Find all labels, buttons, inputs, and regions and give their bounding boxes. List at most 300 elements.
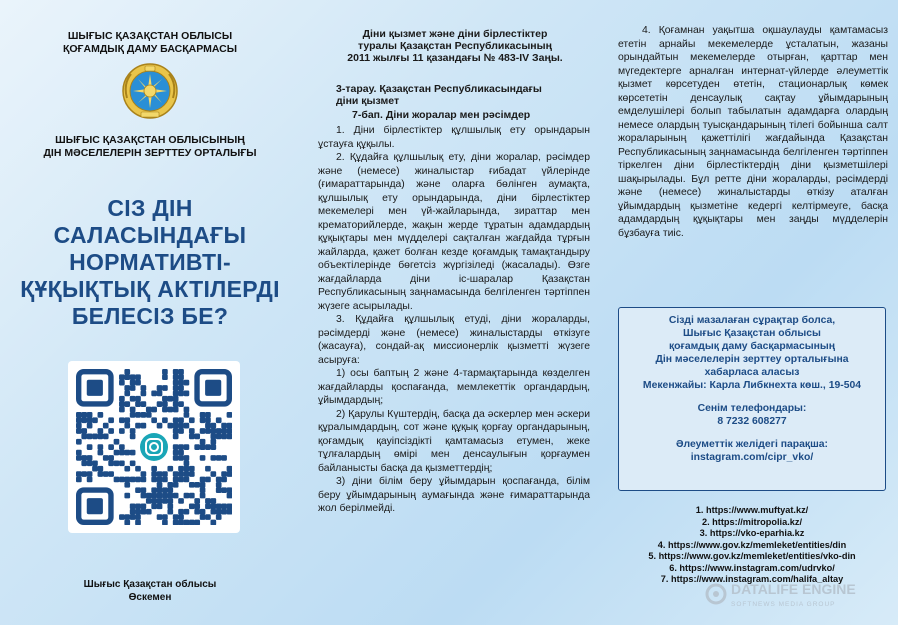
- qr-finder-center: [87, 498, 103, 514]
- qr-module: [178, 444, 184, 450]
- qr-module: [119, 450, 125, 456]
- brochure-title-line: ҚҰҚЫҚТЫҚ АКТІЛЕРДІ: [20, 276, 280, 302]
- qr-module: [184, 493, 190, 499]
- qr-module: [124, 385, 130, 391]
- qr-module: [135, 380, 141, 386]
- article-paragraph: 4. Қоғамнан уақытша оқшаулауды қамтамасыз ететін арнайы мекемелерде ұсталатын, жазаны орындайтын мекемелерде отырған, қарттар мен мүгедектерге арналған интернат-үйлерде әлеуметтік қызмет көрсетуден өтетін, стационарлық көмек көрсететін денсаулық сақтау ұйымдарының емделушілері болып табылатын адамдарға олардың немесе олардың туысқандарының тілегі бойынша салт жораларының қажеттілігі жағдайында Қазақстан Республикасының заңнамасында белгіленген тәртіппен тіркелген діни бірлестіктердің діни қызметшілері шақырылады. Бұл ретте діни жораларды, рәсімдерді және (немесе) жиналыстарды өткізу аталған ұйымдардың қызметіне кедергі келтірмеуге, басқа адамдардың құқықтары мен заңды мүдделерін бұзбауға тиіс.: [618, 25, 888, 239]
- social-label: Әлеуметтік желідегі парақша:: [675, 439, 829, 450]
- qr-module: [157, 385, 163, 391]
- qr-module: [162, 374, 168, 380]
- qr-module: [178, 374, 184, 380]
- qr-module: [135, 374, 141, 380]
- qr-module: [178, 477, 184, 483]
- qr-module: [178, 417, 184, 423]
- qr-module: [124, 520, 130, 525]
- law-title-line: туралы Қазақстан Республикасының: [358, 40, 552, 52]
- qr-module: [124, 391, 130, 397]
- qr-module: [210, 509, 216, 515]
- chapter-heading-line: діни қызмет: [336, 95, 400, 107]
- qr-module: [167, 407, 173, 413]
- link-item[interactable]: 6. https://www.instagram.com/udrvko/: [669, 562, 835, 573]
- qr-module: [167, 423, 173, 429]
- qr-module: [130, 412, 136, 418]
- qr-module: [173, 428, 179, 434]
- qr-module: [98, 444, 104, 450]
- qr-module: [210, 423, 216, 429]
- qr-module: [162, 401, 168, 407]
- qr-module: [194, 444, 200, 450]
- qr-module: [210, 444, 216, 450]
- qr-module: [200, 417, 206, 423]
- brochure-title-line: СІЗ ДІН: [107, 195, 193, 221]
- qr-module: [151, 498, 157, 504]
- qr-module: [124, 482, 130, 488]
- qr-module: [173, 482, 179, 488]
- qr-module: [167, 482, 173, 488]
- qr-module: [189, 428, 195, 434]
- contact-line: Сізді мазалаған сұрақтар болса,: [668, 315, 836, 326]
- qr-module: [87, 460, 93, 466]
- qr-module: [141, 471, 147, 477]
- qr-module: [157, 482, 163, 488]
- qr-module: [87, 412, 93, 418]
- qr-module: [103, 423, 109, 429]
- qr-module: [194, 482, 200, 488]
- qr-module: [130, 396, 136, 402]
- qr-module: [141, 509, 147, 515]
- qr-module: [103, 455, 109, 461]
- qr-module: [205, 412, 211, 418]
- qr-module: [135, 477, 141, 483]
- article-paragraph: 1. Діни бірлестіктер құлшылық ету орындарын ұстауға құқылы.: [318, 125, 590, 150]
- qr-module: [216, 482, 222, 488]
- qr-module: [178, 401, 184, 407]
- qr-module: [178, 391, 184, 397]
- qr-module: [200, 487, 206, 493]
- qr-module: [135, 412, 141, 418]
- qr-module: [216, 477, 222, 483]
- qr-module: [173, 391, 179, 397]
- qr-module: [151, 471, 157, 477]
- qr-module: [108, 428, 114, 434]
- qr-module: [184, 460, 190, 466]
- law-title-line: Діни қызмет және діни бірлестіктер: [362, 28, 548, 40]
- link-item[interactable]: 3. https://vko-eparhia.kz: [699, 528, 805, 538]
- location-footer: [0, 578, 300, 604]
- qr-module: [205, 498, 211, 504]
- qr-module: [227, 471, 232, 477]
- qr-module: [81, 417, 87, 423]
- qr-module: [216, 487, 222, 493]
- qr-module: [108, 417, 114, 423]
- qr-module: [167, 493, 173, 499]
- brochure-title-line: БЕЛЕСІЗ БЕ?: [71, 303, 229, 329]
- qr-module: [119, 514, 125, 520]
- qr-module: [87, 434, 93, 440]
- qr-module: [227, 466, 232, 472]
- qr-module: [200, 412, 206, 418]
- left-panel: [0, 0, 300, 625]
- qr-module: [141, 477, 147, 483]
- qr-module: [146, 412, 152, 418]
- contact-line: Дін мәселелерін зерттеу орталығына: [655, 354, 849, 365]
- qr-module: [200, 509, 206, 515]
- qr-module: [87, 423, 93, 429]
- qr-module: [157, 503, 163, 509]
- qr-module: [92, 417, 98, 423]
- qr-module: [184, 520, 190, 525]
- qr-module: [130, 450, 136, 456]
- article-heading: 7-бап. Діни жоралар мен рәсімдер: [352, 109, 531, 121]
- qr-module: [205, 417, 211, 423]
- qr-module: [141, 487, 147, 493]
- qr-module: [124, 477, 130, 483]
- qr-module: [151, 407, 157, 413]
- qr-module: [162, 417, 168, 423]
- qr-module: [173, 423, 179, 429]
- qr-module: [178, 428, 184, 434]
- qr-module: [184, 471, 190, 477]
- qr-module: [108, 471, 114, 477]
- department-header-line: ШЫҒЫС ҚАЗАҚСТАН ОБЛЫСЫ: [67, 30, 233, 42]
- qr-module: [146, 407, 152, 413]
- brochure-title-line: НОРМАТИВТІ-: [69, 249, 231, 275]
- qr-module: [146, 493, 152, 499]
- qr-module: [98, 466, 104, 472]
- qr-module: [162, 498, 168, 504]
- qr-module: [103, 434, 109, 440]
- brochure-title-line: САЛАСЫНДАҒЫ: [53, 222, 247, 248]
- qr-module: [130, 514, 136, 520]
- qr-module: [221, 471, 227, 477]
- qr-module: [151, 477, 157, 483]
- qr-module: [87, 417, 93, 423]
- qr-module: [194, 498, 200, 504]
- qr-module: [189, 493, 195, 499]
- qr-module: [189, 466, 195, 472]
- qr-module: [227, 509, 232, 515]
- qr-module: [76, 471, 82, 477]
- contact-line: қоғамдық даму басқармасының: [668, 341, 836, 352]
- qr-module: [194, 434, 200, 440]
- qr-module: [205, 428, 211, 434]
- qr-module: [178, 471, 184, 477]
- qr-module: [119, 380, 125, 386]
- qr-module: [200, 439, 206, 445]
- qr-module: [130, 407, 136, 413]
- qr-module: [119, 477, 125, 483]
- qr-module: [173, 401, 179, 407]
- qr-module: [178, 385, 184, 391]
- qr-module: [173, 477, 179, 483]
- qr-module: [227, 503, 232, 509]
- qr-module: [157, 477, 163, 483]
- qr-module: [221, 503, 227, 509]
- qr-module: [124, 417, 130, 423]
- qr-module: [76, 412, 82, 418]
- qr-module: [227, 434, 232, 440]
- qr-module: [216, 455, 222, 461]
- phone-number[interactable]: 8 7232 608277: [717, 416, 787, 427]
- qr-module: [189, 471, 195, 477]
- qr-module: [221, 509, 227, 515]
- qr-module: [87, 444, 93, 450]
- qr-module: [151, 417, 157, 423]
- qr-module: [76, 477, 82, 483]
- qr-module: [221, 428, 227, 434]
- qr-module: [210, 434, 216, 440]
- qr-module: [167, 487, 173, 493]
- qr-module: [184, 423, 190, 429]
- qr-module: [146, 509, 152, 515]
- qr-module: [178, 455, 184, 461]
- qr-module: [184, 380, 190, 386]
- qr-module: [167, 509, 173, 515]
- qr-module: [227, 487, 232, 493]
- qr-module: [210, 455, 216, 461]
- qr-module: [189, 482, 195, 488]
- qr-code-graphic: [76, 369, 232, 525]
- qr-module: [81, 434, 87, 440]
- qr-module: [173, 380, 179, 386]
- qr-module: [216, 503, 222, 509]
- qr-module: [157, 471, 163, 477]
- qr-module: [162, 471, 168, 477]
- qr-module: [216, 434, 222, 440]
- qr-module: [157, 487, 163, 493]
- qr-module: [194, 503, 200, 509]
- qr-module: [173, 455, 179, 461]
- research-center-line: ШЫҒЫС ҚАЗАҚСТАН ОБЛЫСЫНЫҢ: [55, 134, 245, 146]
- qr-module: [189, 434, 195, 440]
- qr-module: [227, 423, 232, 429]
- qr-module: [227, 493, 232, 499]
- qr-module: [162, 514, 168, 520]
- qr-module: [227, 412, 232, 418]
- phone-label: Сенім телефондары:: [697, 403, 807, 414]
- watermark-brand: DATALIFE ENGINE: [731, 581, 856, 597]
- qr-module: [210, 503, 216, 509]
- location-line: Шығыс Қазақстан облысы: [83, 579, 217, 590]
- qr-module: [189, 503, 195, 509]
- chapter-heading-line: 3-тарау. Қазақстан Республикасындағы: [336, 83, 542, 95]
- qr-module: [216, 417, 222, 423]
- qr-module: [135, 514, 141, 520]
- qr-module: [114, 477, 120, 483]
- qr-module: [87, 477, 93, 483]
- qr-module: [205, 477, 211, 483]
- qr-module: [124, 450, 130, 456]
- qr-module: [81, 455, 87, 461]
- qr-module: [173, 407, 179, 413]
- qr-module: [200, 514, 206, 520]
- qr-module: [92, 434, 98, 440]
- location-line: Өскемен: [128, 592, 172, 603]
- watermark: [705, 582, 890, 612]
- qr-module: [178, 498, 184, 504]
- qr-module: [76, 428, 82, 434]
- qr-module: [119, 444, 125, 450]
- qr-module: [135, 401, 141, 407]
- qr-module: [98, 471, 104, 477]
- qr-module: [200, 444, 206, 450]
- qr-module: [205, 514, 211, 520]
- qr-module: [130, 428, 136, 434]
- qr-module: [103, 471, 109, 477]
- qr-module: [216, 514, 222, 520]
- article-paragraph: 3. Құдайға құлшылық етуді, діни жораларды, рәсімдерді және (немесе) жиналыстарды өткізуге (жасауға), сондай-ақ миссионерлік қызметті жүзеге асыруға:: [318, 314, 590, 366]
- law-title: [310, 28, 600, 64]
- qr-module: [167, 503, 173, 509]
- qr-module: [76, 455, 82, 461]
- qr-module: [130, 380, 136, 386]
- qr-module: [173, 396, 179, 402]
- qr-module: [124, 374, 130, 380]
- instagram-icon: [140, 433, 168, 461]
- qr-module: [200, 477, 206, 483]
- qr-module: [184, 407, 190, 413]
- qr-module: [173, 450, 179, 456]
- middle-panel: [300, 0, 598, 625]
- qr-module: [184, 509, 190, 515]
- link-item[interactable]: 4. https://www.gov.kz/memleket/entities/din: [657, 539, 847, 550]
- qr-module: [178, 380, 184, 386]
- qr-module: [151, 503, 157, 509]
- qr-module: [210, 428, 216, 434]
- watermark-tagline: SOFTNEWS MEDIA GROUP: [731, 601, 836, 608]
- law-title-line: 2011 жылғы 11 қазандағы № 483-IV Заңы.: [347, 52, 563, 64]
- department-header: [0, 30, 300, 56]
- qr-module: [124, 466, 130, 472]
- link-item[interactable]: 7. https://www.instagram.com/halifa_altay: [660, 574, 844, 584]
- qr-module: [173, 520, 179, 525]
- link-item[interactable]: 1. https://www.muftyat.kz/: [695, 505, 809, 515]
- qr-module: [173, 369, 179, 375]
- chapter-heading: [336, 83, 596, 107]
- qr-module: [205, 423, 211, 429]
- qr-module: [108, 455, 114, 461]
- qr-module: [141, 385, 147, 391]
- qr-module: [162, 407, 168, 413]
- qr-module: [216, 509, 222, 515]
- qr-module: [141, 423, 147, 429]
- qr-module: [221, 455, 227, 461]
- qr-module: [178, 423, 184, 429]
- qr-module: [178, 520, 184, 525]
- qr-module: [119, 417, 125, 423]
- contact-box: [618, 307, 886, 491]
- contact-line: Шығыс Қазақстан облысы: [683, 328, 821, 339]
- article-text: [318, 124, 590, 516]
- qr-code-instagram-icon[interactable]: [68, 361, 240, 533]
- qr-module: [114, 460, 120, 466]
- research-center-line: ДІН МӘСЕЛЕЛЕРІН ЗЕРТТЕУ ОРТАЛЫҒЫ: [43, 147, 257, 159]
- qr-module: [87, 455, 93, 461]
- right-panel: [598, 0, 898, 625]
- links-list: [608, 505, 896, 586]
- qr-module: [221, 477, 227, 483]
- qr-module: [135, 520, 141, 525]
- qr-module: [151, 391, 157, 397]
- social-link[interactable]: instagram.com/cipr_vko/: [690, 452, 814, 463]
- qr-module: [135, 423, 141, 429]
- kazakhstan-emblem-icon: [121, 62, 179, 120]
- qr-finder-center: [87, 380, 103, 396]
- qr-module: [151, 487, 157, 493]
- qr-module: [157, 391, 163, 397]
- qr-module: [162, 369, 168, 375]
- qr-module: [141, 412, 147, 418]
- qr-module: [124, 423, 130, 429]
- qr-module: [98, 450, 104, 456]
- qr-module: [189, 520, 195, 525]
- qr-module: [130, 509, 136, 515]
- qr-module: [221, 434, 227, 440]
- qr-module: [157, 423, 163, 429]
- qr-module: [210, 471, 216, 477]
- qr-module: [157, 514, 163, 520]
- qr-module: [130, 460, 136, 466]
- qr-module: [98, 412, 104, 418]
- qr-module: [173, 444, 179, 450]
- qr-module: [141, 503, 147, 509]
- link-item[interactable]: 5. https://www.gov.kz/memleket/entities/vko-din: [648, 551, 856, 561]
- qr-module: [119, 401, 125, 407]
- qr-module: [178, 466, 184, 472]
- qr-module: [135, 487, 141, 493]
- qr-module: [205, 444, 211, 450]
- qr-module: [178, 509, 184, 515]
- department-header-line: ҚОҒАМДЫҚ ДАМУ БАСҚАРМАСЫ: [62, 43, 238, 55]
- qr-module: [157, 498, 163, 504]
- qr-module: [135, 396, 141, 402]
- qr-module: [157, 493, 163, 499]
- qr-module: [119, 396, 125, 402]
- qr-module: [173, 434, 179, 440]
- qr-module: [184, 444, 190, 450]
- qr-module: [200, 455, 206, 461]
- qr-module: [130, 477, 136, 483]
- qr-module: [178, 369, 184, 375]
- qr-module: [167, 466, 173, 472]
- article-paragraph: 1) осы баптың 2 және 4-тармақтарында көзделген жағдайларды қоспағанда, мемлекеттік органдардың, ұйымдардың;: [318, 368, 590, 406]
- qr-module: [200, 482, 206, 488]
- contact-line: хабарласа аласыз: [704, 367, 800, 378]
- qr-module: [146, 498, 152, 504]
- qr-module: [162, 520, 168, 525]
- qr-module: [173, 385, 179, 391]
- qr-module: [81, 428, 87, 434]
- qr-module: [205, 503, 211, 509]
- qr-module: [92, 466, 98, 472]
- link-item[interactable]: 2. https://mitropolia.kz/: [701, 516, 803, 527]
- qr-module: [141, 391, 147, 397]
- qr-module: [194, 509, 200, 515]
- qr-module: [81, 471, 87, 477]
- qr-module: [167, 396, 173, 402]
- article-paragraph: 2) Қарулы Күштердің, басқа да әскерлер мен әскери құралымдардың, сот және құқық қорғау органдарының, қоғамдық қауіпсіздікті қамтамасыз етумен, жеке тұлғалардың өмірі мен денсаулығын қорғаумен байланысты басқа да қызметтердің;: [318, 408, 590, 474]
- article-paragraph: 3) діни білім беру ұйымдарын қоспағанда, білім беру ұйымдарының аумағында және ғимараттарында жол берілмейді.: [318, 476, 590, 514]
- qr-module: [76, 417, 82, 423]
- qr-module: [124, 514, 130, 520]
- qr-module: [221, 487, 227, 493]
- qr-module: [210, 498, 216, 504]
- qr-module: [81, 460, 87, 466]
- qr-module: [130, 503, 136, 509]
- qr-module: [162, 396, 168, 402]
- qr-module: [130, 434, 136, 440]
- qr-module: [173, 471, 179, 477]
